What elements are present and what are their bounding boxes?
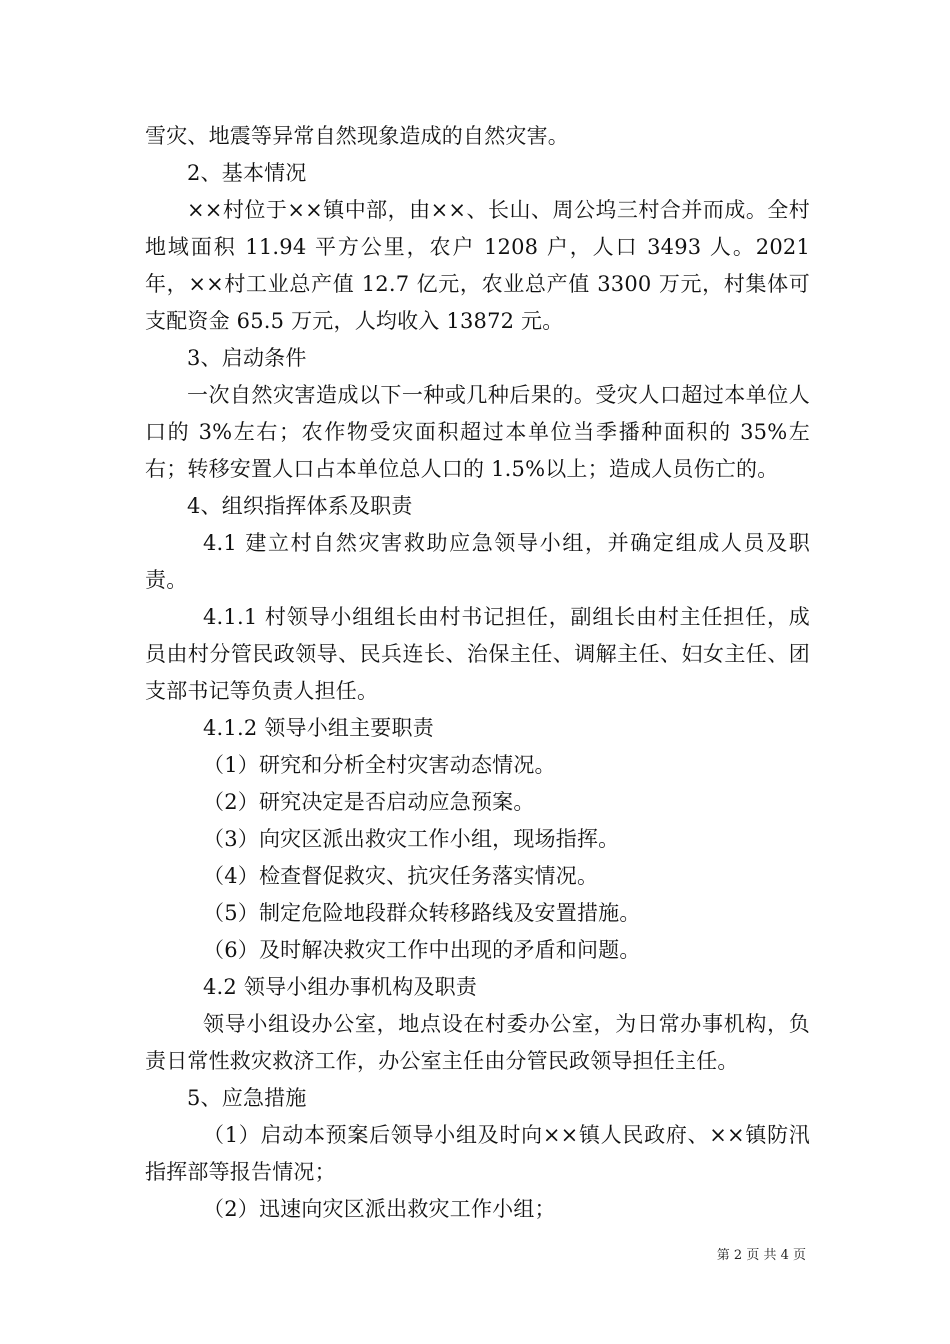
paragraph-4-1: 4.1 建立村自然灾害救助应急领导小组，并确定组成人员及职责。 (145, 531, 810, 592)
list-item-duty-3: （3）向灾区派出救灾工作小组，现场指挥。 (203, 827, 620, 851)
section-heading-command-system: 4、组织指挥体系及职责 (187, 494, 413, 518)
section-heading-start-conditions: 3、启动条件 (187, 346, 307, 370)
paragraph-village-overview: ××村位于××镇中部，由××、长山、周公坞三村合并而成。全村地域面积 11.94 平方公里，农户 1208 户，人口 3493 人。2021 年，××村工业总产值 12.7 亿元，农业总产值 3300 万元，村集体可支配资金 65.5 万元，人均收入 13872 元。 (145, 198, 810, 333)
list-item-measure-2: （2）迅速向灾区派出救灾工作小组； (203, 1197, 556, 1221)
paragraph-4-1-1: 4.1.1 村领导小组组长由村书记担任，副组长由村主任担任，成员由村分管民政领导、民兵连长、治保主任、调解主任、妇女主任、团支部书记等负责人担任。 (145, 605, 810, 703)
list-item-duty-5: （5）制定危险地段群众转移路线及安置措施。 (203, 901, 641, 925)
document-body (145, 118, 810, 1228)
list-item-duty-2: （2）研究决定是否启动应急预案。 (203, 790, 535, 814)
subheading-4-2: 4.2 领导小组办事机构及职责 (203, 975, 478, 999)
list-item-duty-1: （1）研究和分析全村灾害动态情况。 (203, 753, 556, 777)
section-heading-emergency-measures: 5、应急措施 (187, 1086, 307, 1110)
subheading-4-1-2: 4.1.2 领导小组主要职责 (203, 716, 434, 740)
list-item-duty-6: （6）及时解决救灾工作中出现的矛盾和问题。 (203, 938, 641, 962)
paragraph-office: 领导小组设办公室，地点设在村委办公室，为日常办事机构，负责日常性救灾救济工作，办公室主任由分管民政领导担任主任。 (145, 1012, 810, 1073)
list-item-duty-4: （4）检查督促救灾、抗灾任务落实情况。 (203, 864, 599, 888)
paragraph-start-conditions: 一次自然灾害造成以下一种或几种后果的。受灾人口超过本单位人口的 3%左右；农作物受灾面积超过本单位当季播种面积的 35%左右；转移安置人口占本单位总人口的 1.5%以上；造成人员伤亡的。 (145, 383, 810, 481)
list-item-measure-1: （1）启动本预案后领导小组及时向××镇人民政府、××镇防汛指挥部等报告情况； (145, 1123, 810, 1184)
page-number-footer: 第 2 页 共 4 页 (716, 1248, 806, 1263)
section-heading-basic-info: 2、基本情况 (187, 161, 307, 185)
paragraph-continuation: 雪灾、地震等异常自然现象造成的自然灾害。 (145, 124, 569, 148)
